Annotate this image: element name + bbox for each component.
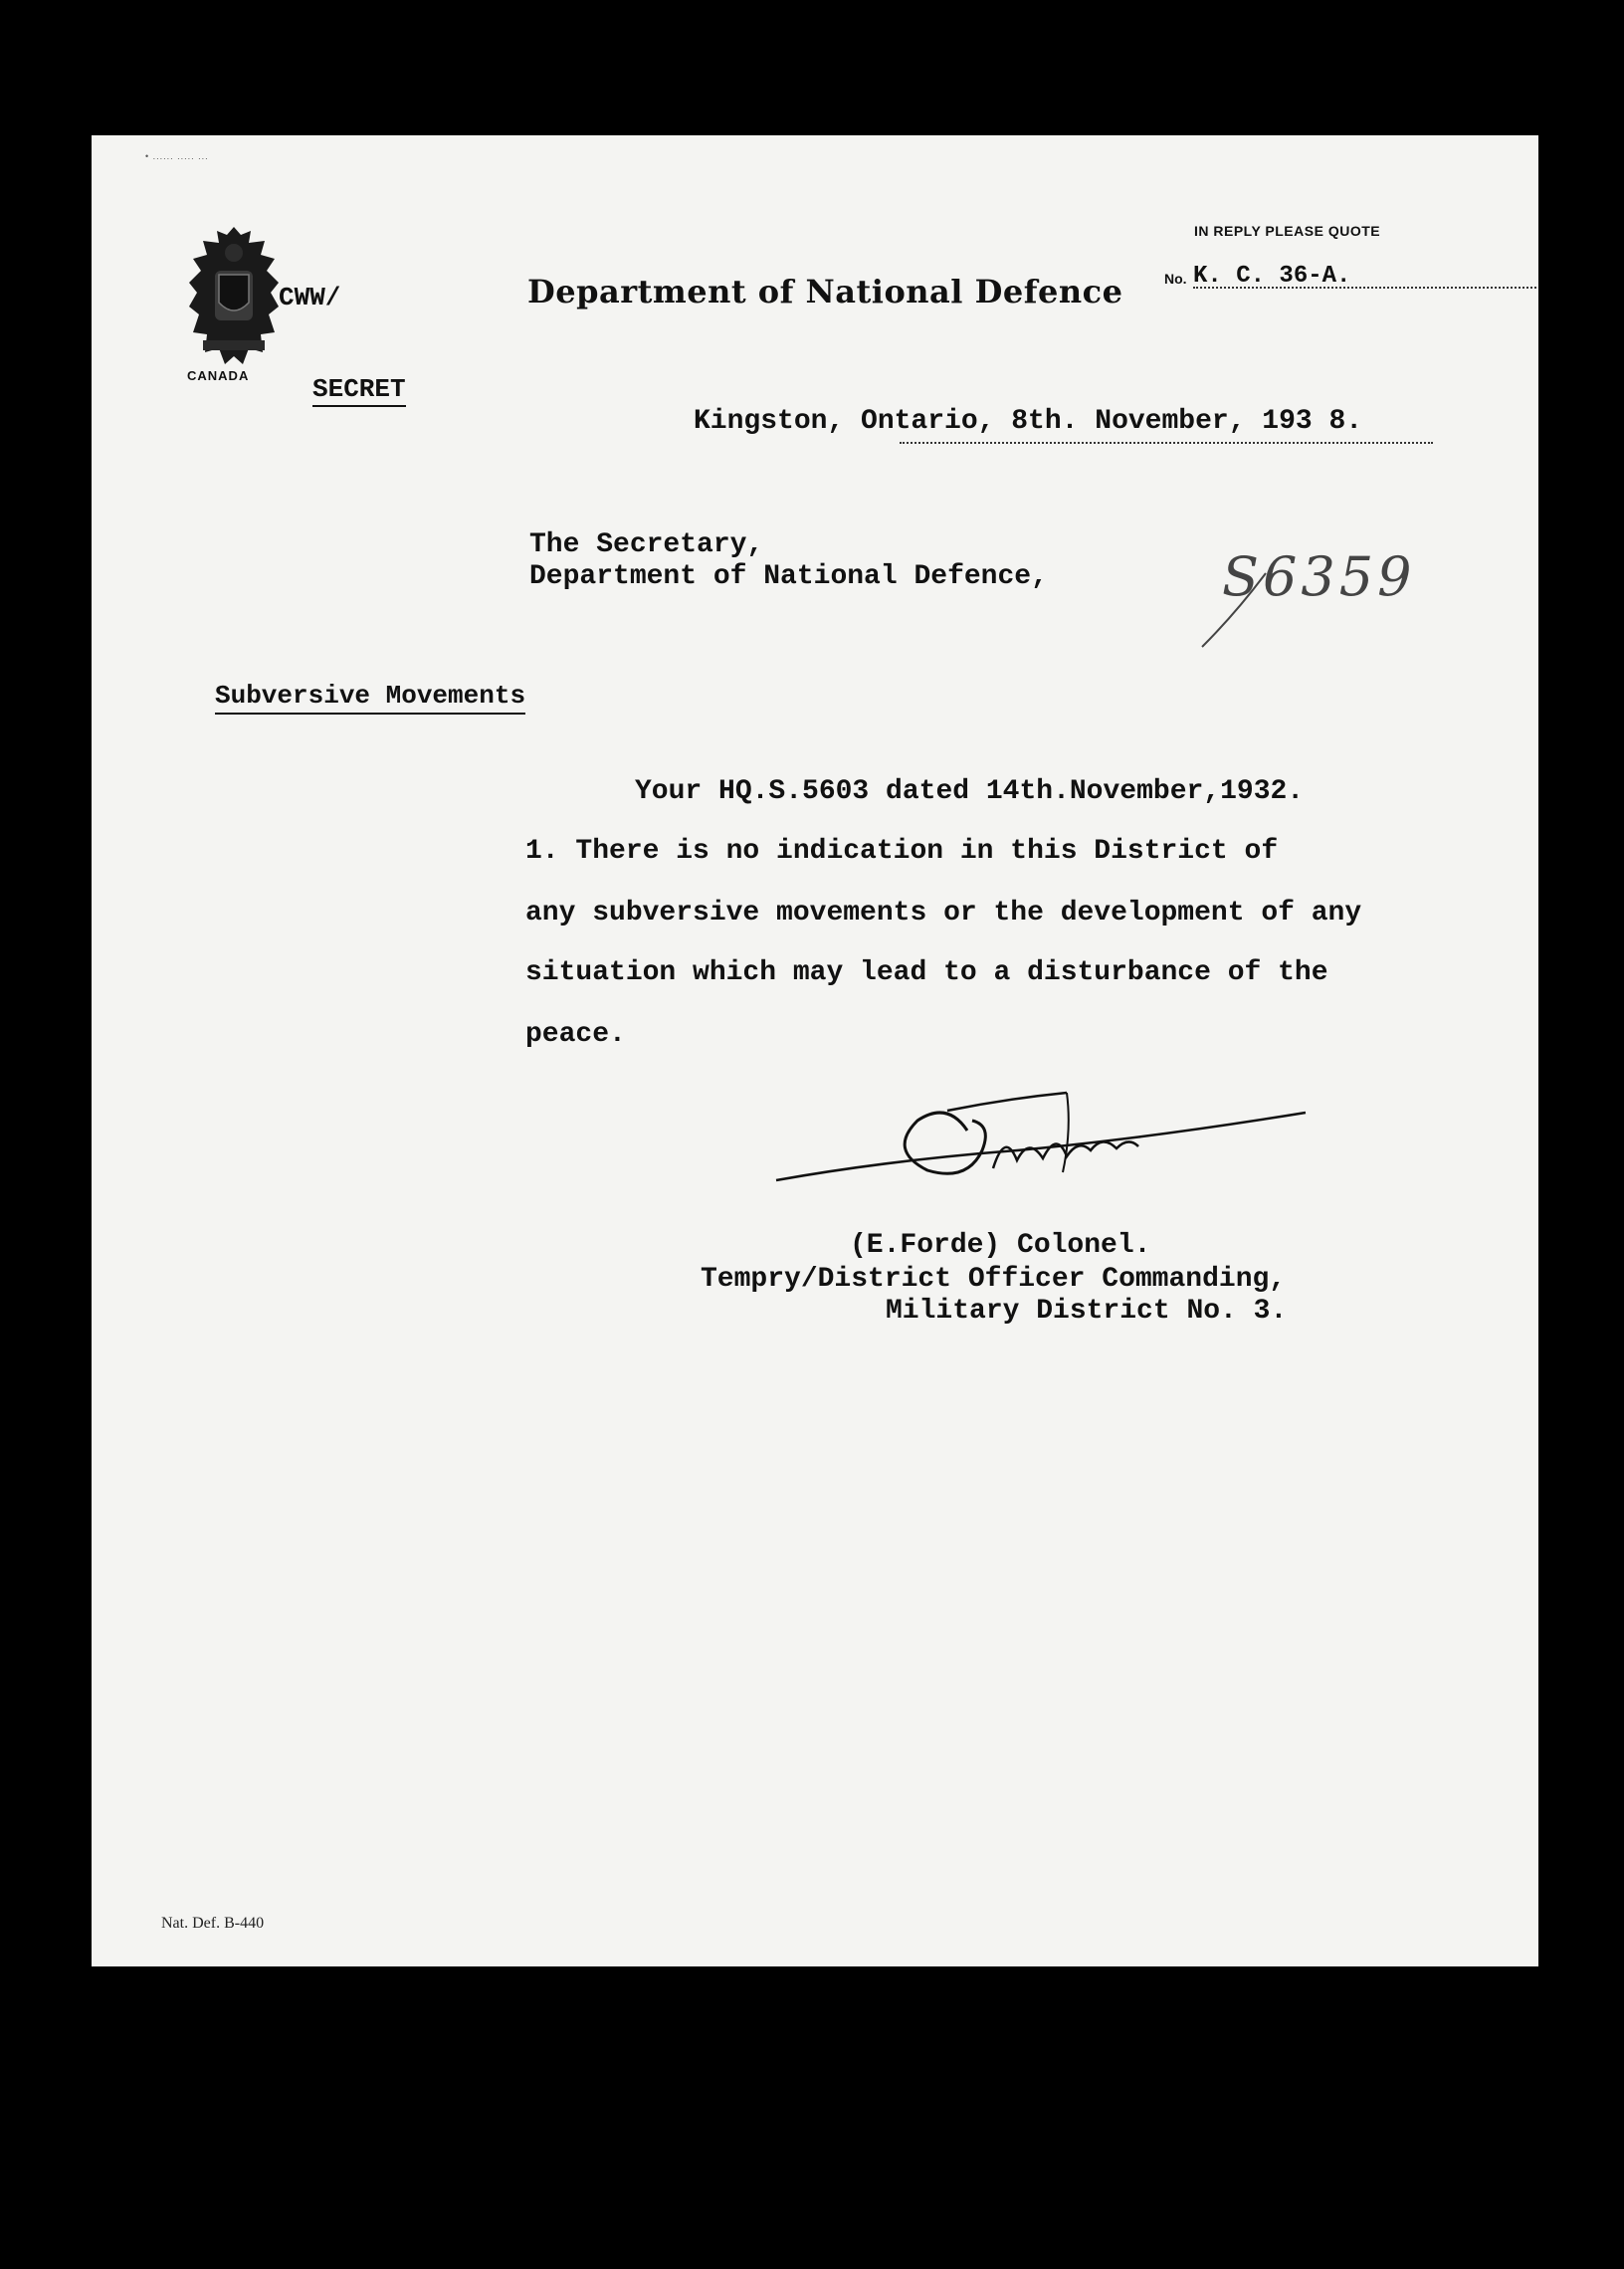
reference-dotted-line — [1193, 287, 1538, 289]
signatory-name: (E.Forde) Colonel. — [850, 1230, 1151, 1261]
body-line-4: peace. — [525, 1019, 626, 1050]
subject-heading: Subversive Movements — [215, 681, 525, 715]
reference-label: No. — [1164, 271, 1187, 287]
form-number: Nat. Def. B-440 — [161, 1915, 265, 1932]
reference-line: Your HQ.S.5603 dated 14th.November,1932. — [635, 776, 1305, 807]
body-line-2: any subversive movements or the development of any — [525, 898, 1362, 928]
top-margin-mark: • ...... ..... ... — [145, 151, 209, 161]
handwritten-signature — [768, 1091, 1325, 1200]
addressee-line-1: The Secretary, — [529, 529, 764, 560]
body-line-3: situation which may lead to a disturbance of the — [525, 957, 1328, 988]
signatory-title: Tempry/District Officer Commanding, — [701, 1264, 1287, 1295]
signatory-district: Military District No. 3. — [886, 1296, 1288, 1327]
coat-of-arms-icon — [179, 223, 289, 372]
date-dotted-line — [900, 442, 1433, 444]
classification-label: SECRET — [312, 374, 406, 407]
typist-initials: CWW/ — [279, 283, 341, 312]
letter-page — [92, 135, 1538, 1966]
body-line-1: 1. There is no indication in this District of — [525, 836, 1279, 867]
country-label: CANADA — [187, 368, 250, 383]
reply-instruction: IN REPLY PLEASE QUOTE — [1194, 223, 1381, 239]
handwritten-file-number: S6359 — [1222, 545, 1416, 608]
dateline: Kingston, Ontario, 8th. November, 193 8. — [694, 406, 1363, 437]
reference-number: K. C. 36-A. — [1193, 263, 1351, 290]
department-heading: Department of National Defence — [527, 273, 1123, 310]
addressee-line-2: Department of National Defence, — [529, 561, 1048, 592]
